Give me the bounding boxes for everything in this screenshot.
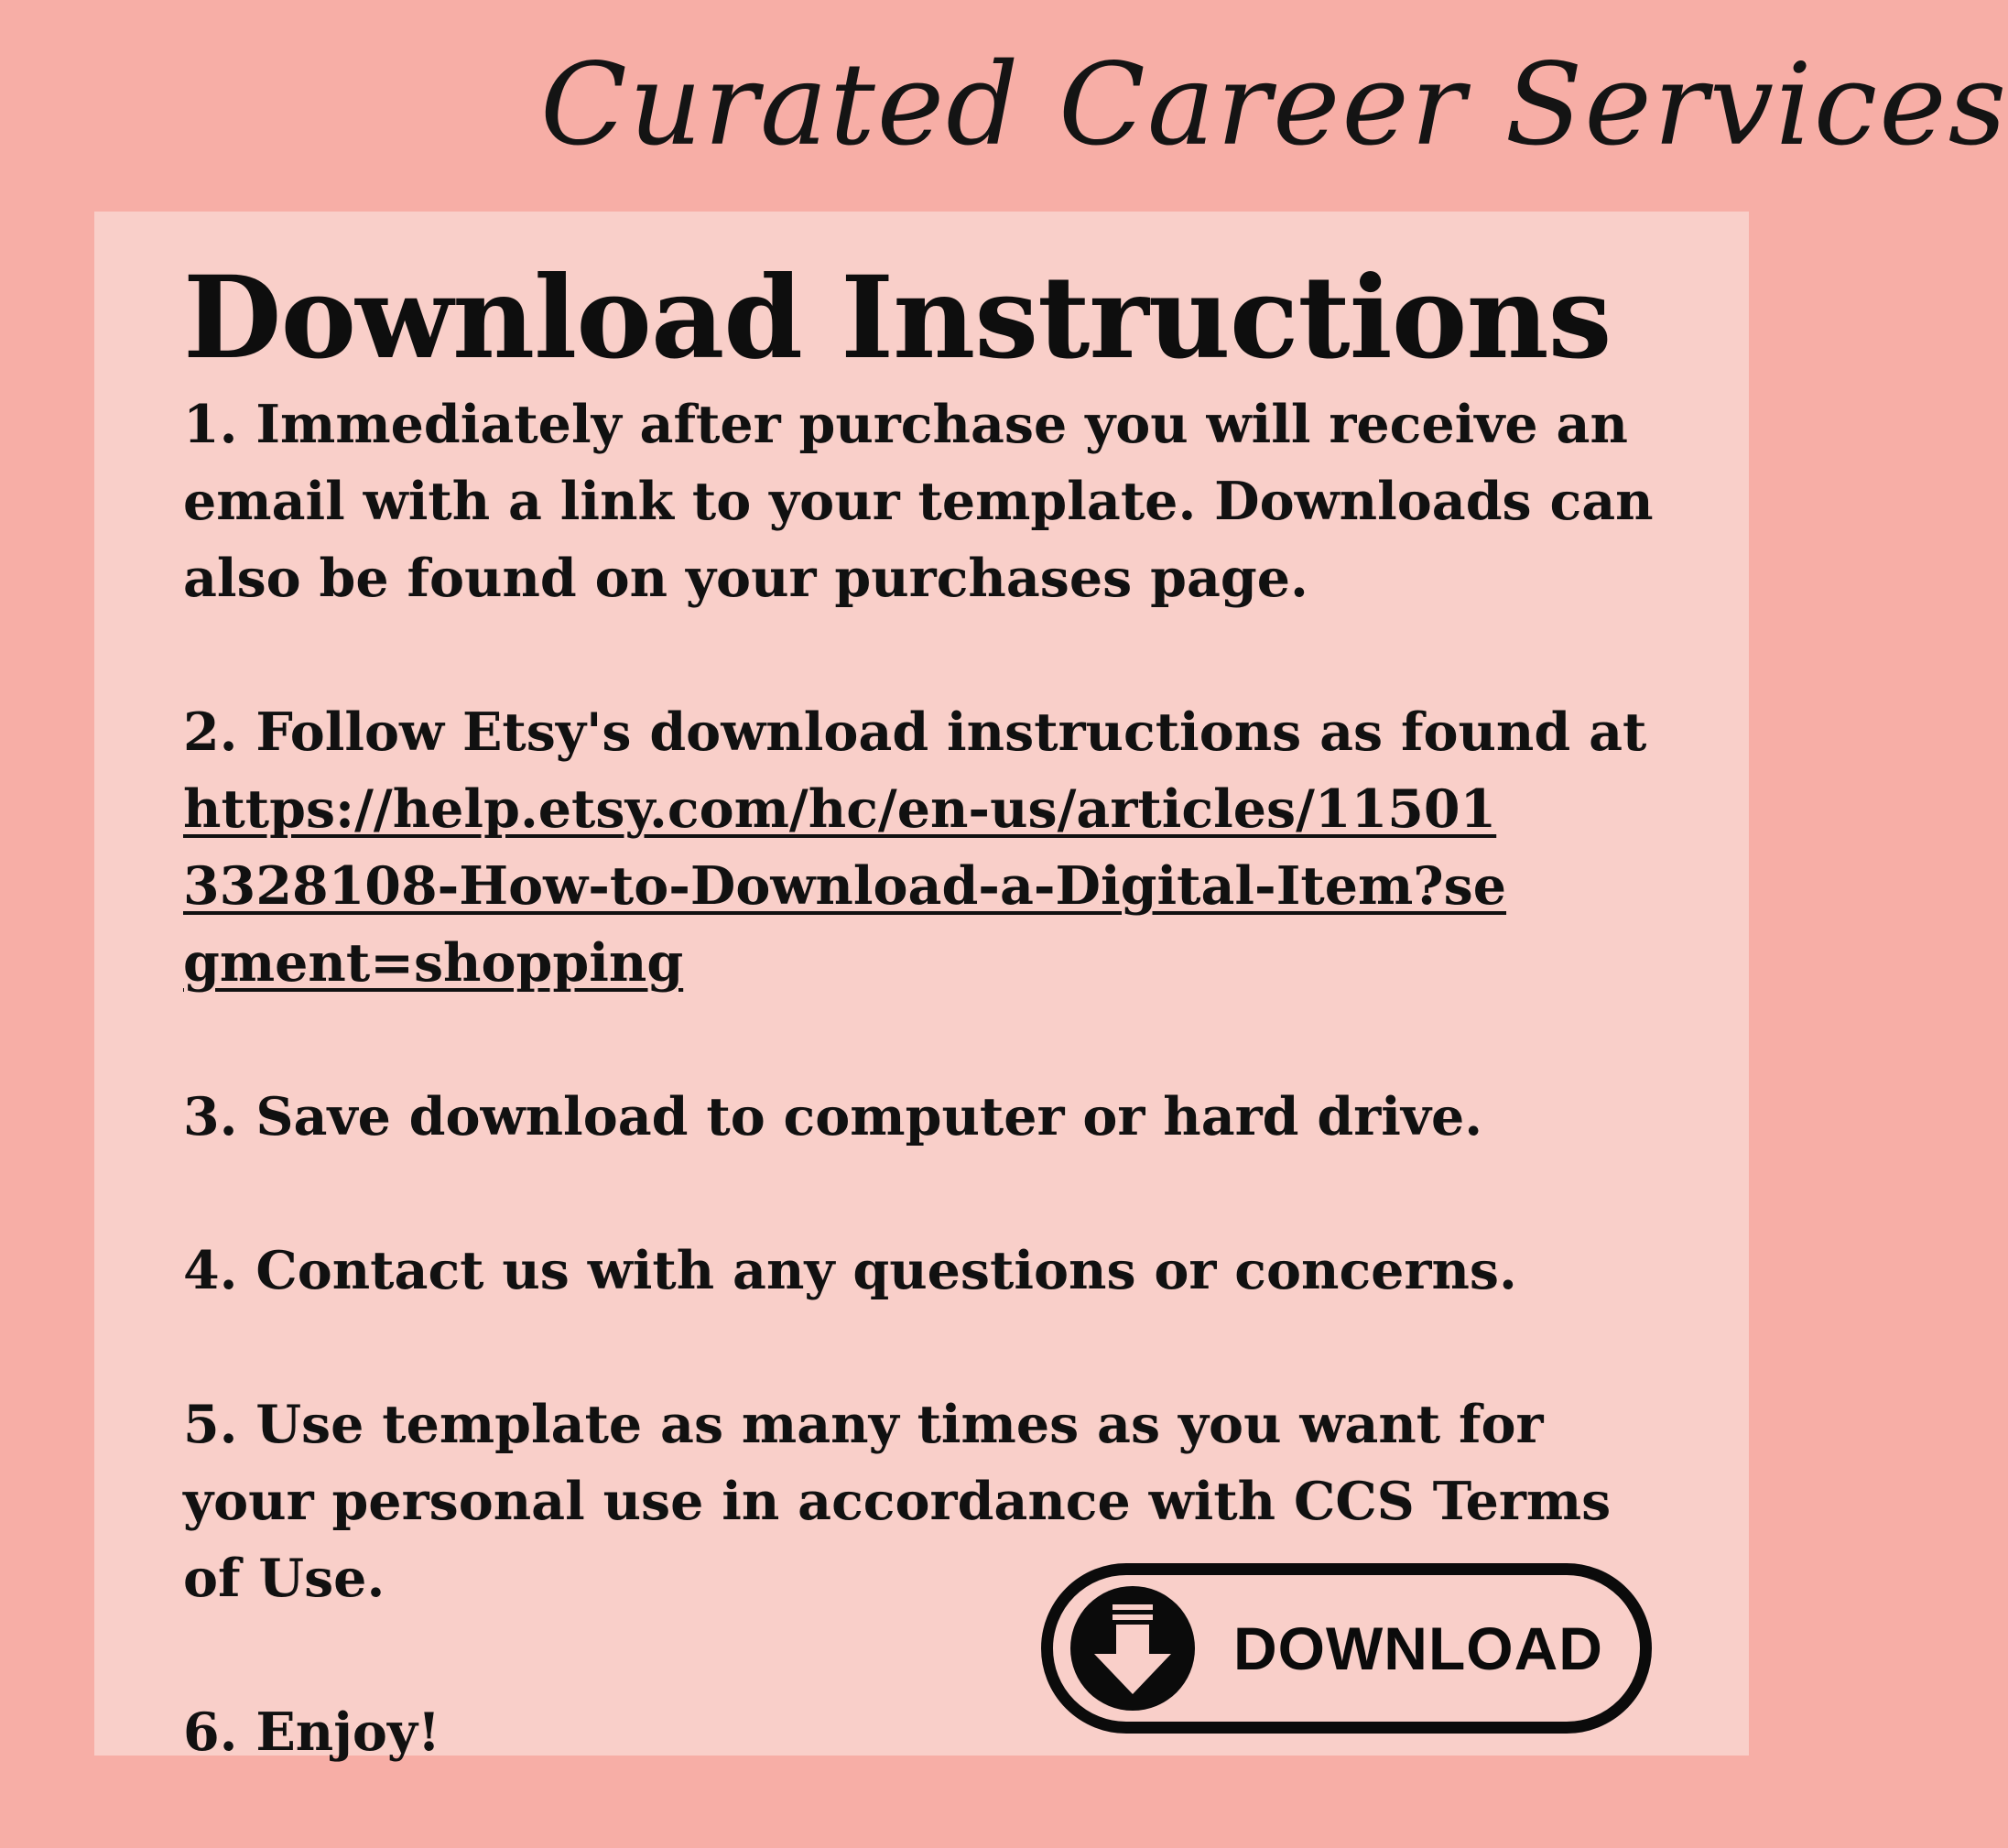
step-2 [183,694,1685,1002]
instructions-panel [94,212,1749,1763]
step-text: 6. Enjoy! [183,1701,441,1763]
step-4 [183,1233,1685,1310]
step-text: 5. Use template as many times as you want for your personal use in accordance with CCS Terms of Use. [183,1394,1612,1609]
step-text: 1. Immediately after purchase you will receive an email with a link to your template. Downloads can also be found on your purchases page. [183,394,1654,609]
step-text: 4. Contact us with any questions or concerns. [183,1240,1517,1301]
etsy-help-link[interactable]: https://help.etsy.com/hc/en-us/articles/115013328108-How-to-Download-a-Digital-Item?segment=shopping [183,778,1507,994]
page-title: Download Instructions [183,252,1612,385]
brand-wordmark: Curated Career Services [540,39,2008,171]
step-text: 2. Follow Etsy's download instructions as found at [183,701,1647,763]
step-1 [183,386,1685,617]
download-arrow-icon [1069,1584,1197,1712]
step-3 [183,1079,1685,1156]
step-text: 3. Save download to computer or hard drive. [183,1086,1483,1147]
download-button[interactable] [1041,1563,1652,1734]
download-button-label: DOWNLOAD [1233,1614,1603,1682]
